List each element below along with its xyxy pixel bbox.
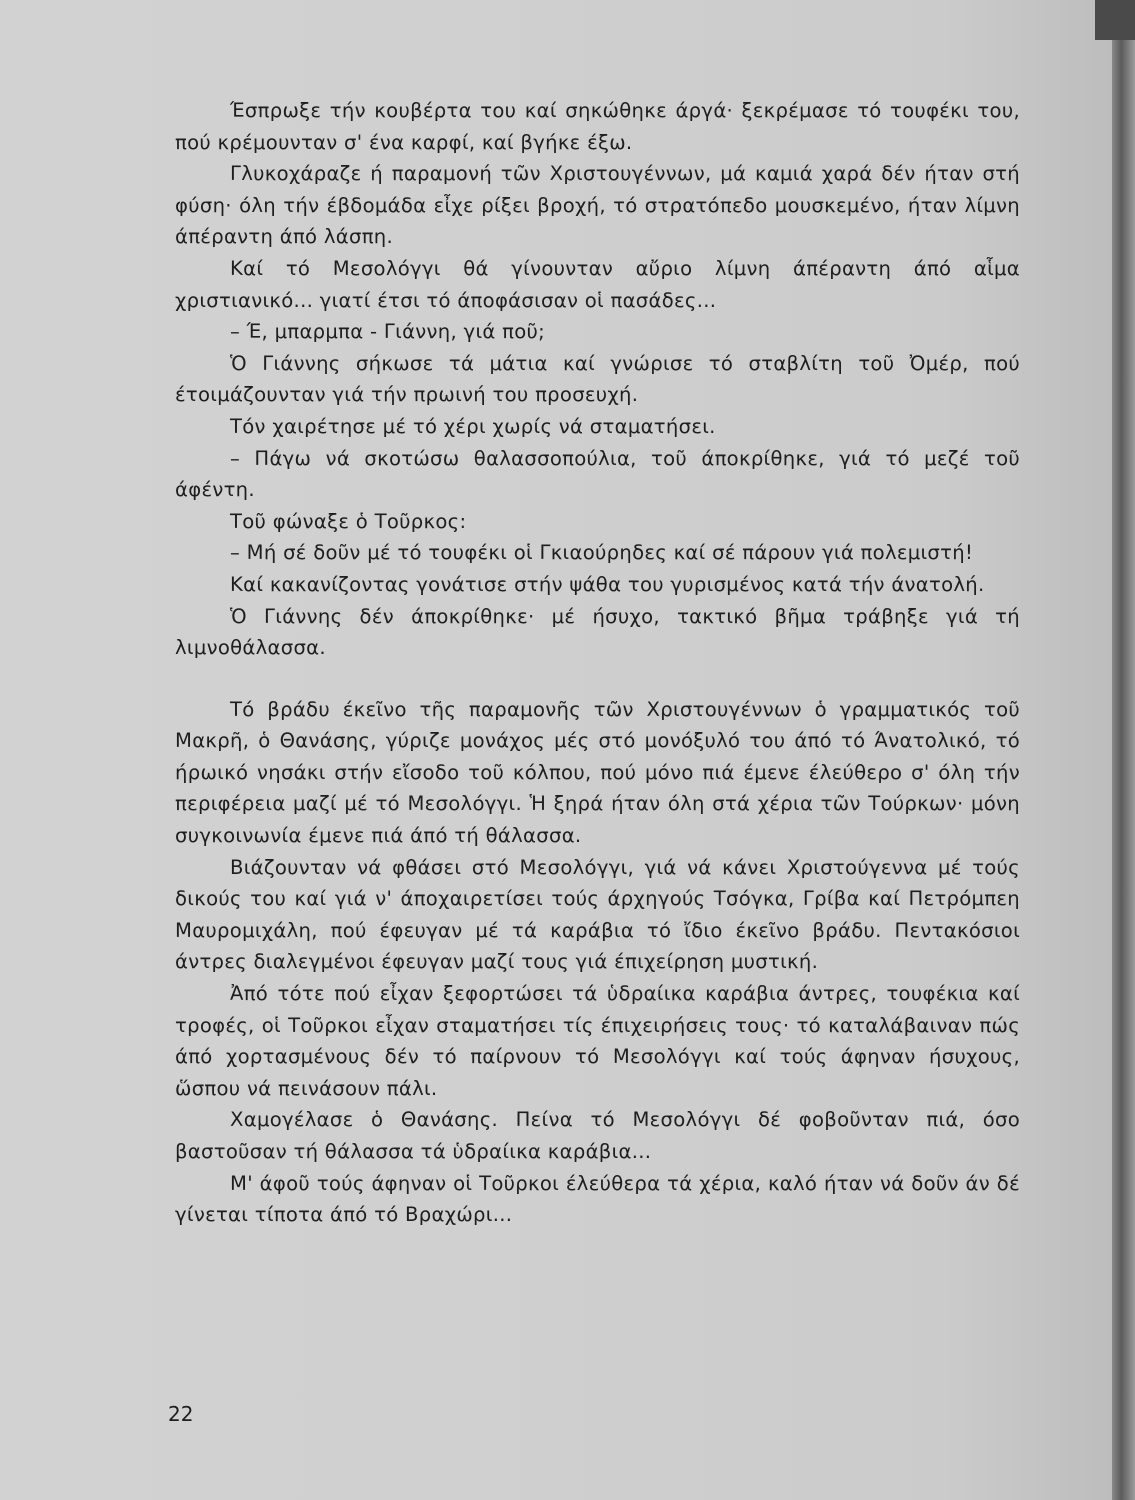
- paragraph-11: Ὁ Γιάννης δέν άποκρίθηκε· μέ ήσυχο, τακτικό βῆμα τράβηξε γιά τή λιμνοθάλασσα.: [175, 604, 1020, 660]
- paragraph-1: Έσπρωξε τήν κουβέρτα του καί σηκώθηκε άργά· ξεκρέμασε τό τουφέκι του, πού κρέμουνταν σ' ένα καρφί, καί βγήκε έξω.: [175, 99, 1020, 154]
- spine-shadow: [1095, 0, 1135, 40]
- paragraph-9: – Μή σέ δοῦν μέ τό τουφέκι οἱ Γκιαούρηδες καί σέ πάρουν γιά πολεμιστή!: [230, 541, 974, 565]
- paragraph-5: Ὁ Γιάννης σήκωσε τά μάτια καί γνώρισε τό σταβλίτη τοῦ Ὀμέρ, πού έτοιμάζουνταν γιά τήν πρωινή του προσευχή.: [175, 351, 1020, 407]
- paragraph-15: Χαμογέλασε ὁ Θανάσης. Πείνα τό Μεσολόγγι δέ φοβοῦνταν πιά, όσο βαστοῦσαν τή θάλασσα τά ὑδραίικα καράβια...: [175, 1108, 1020, 1163]
- paragraph-3: Καί τό Μεσολόγγι θά γίνουνταν αὔριο λίμνη άπέραντη άπό αἷμα χριστιανικό... γιατί έτσι τό άποφάσισαν οἱ πασάδες...: [175, 256, 1020, 312]
- paragraph-16: Μ' άφοῦ τούς άφηναν οἱ Τοῦρκοι έλεύθερα τά χέρια, καλό ήταν νά δοῦν άν δέ γίνεται τίποτα άπό τό Βραχώρι...: [175, 1171, 1020, 1227]
- paragraph-8: Τοῦ φώναξε ὁ Τοῦρκος:: [230, 509, 467, 533]
- paragraph-12: Τό βράδυ έκεῖνο τῆς παραμονῆς τῶν Χριστουγέννων ὁ γραμματικός τοῦ Μακρῆ, ὁ Θανάσης, γύριζε μονάχος μές στό μονόξυλό του άπό τό Άνατολικό, τό ήρωικό νησάκι στήν εἴσοδο τοῦ κόλπου, πού μόνο πιά έμενε έλεύθερο σ' όλη τήν περιφέρεια μαζί μέ τό Μεσολόγγι. Ἡ ξηρά ήταν όλη στά χέρια τῶν Τούρκων· μόνη συγκοινωνία έμενε πιά άπό τή θάλασσα.: [175, 697, 1020, 848]
- paragraph-4: – Έ, μπαρμπα - Γιάννη, γιά ποῦ;: [230, 320, 546, 344]
- paragraph-7: – Πάγω νά σκοτώσω θαλασσοπούλια, τοῦ άποκρίθηκε, γιά τό μεζέ τοῦ άφέντη.: [175, 446, 1020, 502]
- paragraph-13: Βιάζουνταν νά φθάσει στό Μεσολόγγι, γιά νά κάνει Χριστούγεννα μέ τούς δικούς του καί γιά ν' άποχαιρετίσει τούς άρχηγούς Τσόγκα, Γρίβα καί Πετρόμπεη Μαυρομιχάλη, πού έφευγαν μέ τά καράβια τό ἴδιο έκεῖνο βράδυ. Πεντακόσιοι άντρες διαλεγμένοι έφευγαν μαζί τους γιά έπιχείρηση μυστική.: [175, 855, 1020, 974]
- page-number: 22: [168, 1402, 194, 1426]
- paragraph-6: Τόν χαιρέτησε μέ τό χέρι χωρίς νά σταματήσει.: [230, 414, 716, 438]
- paragraph-10: Καί κακανίζοντας γονάτισε στήν ψάθα του γυρισμένος κατά τήν άνατολή.: [230, 572, 985, 596]
- paragraph-14: Ἀπό τότε πού εἶχαν ξεφορτώσει τά ὑδραίικα καράβια άντρες, τουφέκια καί τροφές, οἱ Τοῦρκοι εἶχαν σταματήσει τίς έπιχειρήσεις τους· τό καταλάβαιναν πώς άπό χορτασμένους δέν τό παίρνουν τό Μεσολόγγι καί τούς άφηναν ήσυχους, ὥσπου νά πεινάσουν πάλι.: [175, 982, 1020, 1100]
- book-spine: [1112, 0, 1135, 1500]
- paragraph-2: Γλυκοχάραζε ή παραμονή τῶν Χριστουγέννων, μά καμιά χαρά δέν ήταν στή φύση· όλη τήν έβδομάδα εἶχε ρίξει βροχή, τό στρατόπεδο μουσκεμένο, ήταν λίμνη άπέραντη άπό λάσπη.: [175, 162, 1020, 249]
- section-break: [175, 664, 1020, 694]
- body-text: [175, 95, 1020, 1231]
